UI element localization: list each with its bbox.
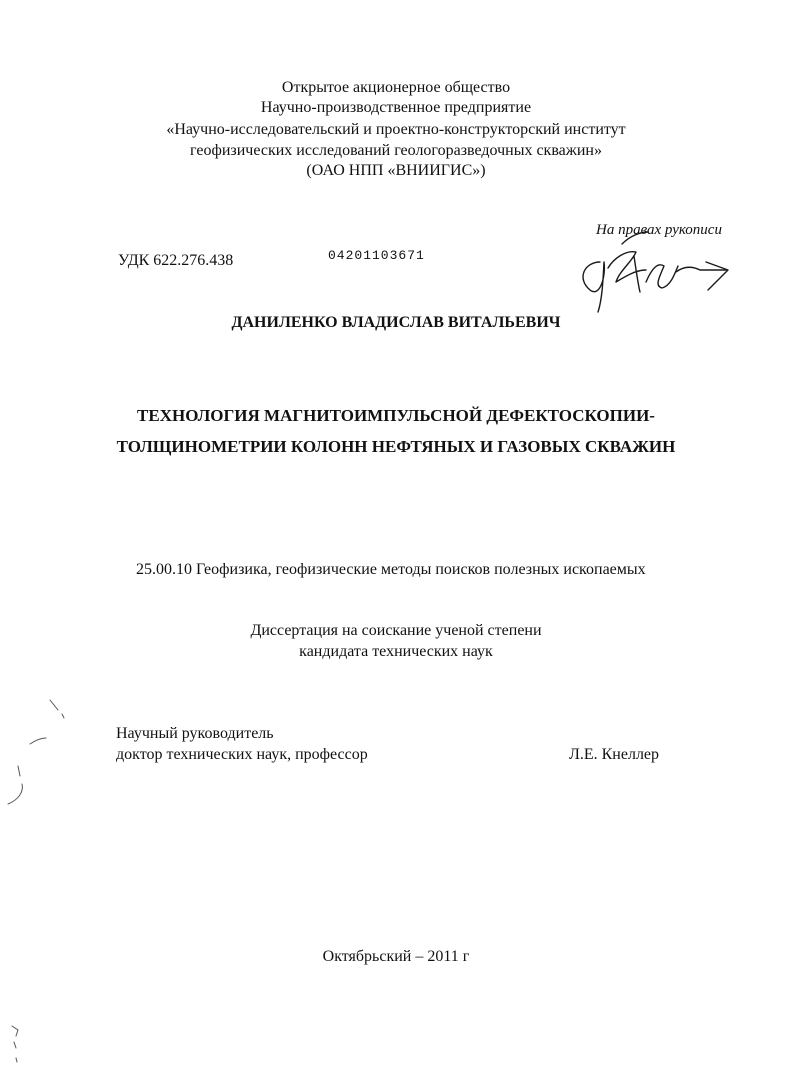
thesis-title-line-2: ТОЛЩИНОМЕТРИИ КОЛОНН НЕФТЯНЫХ И ГАЗОВЫХ СКВАЖИН xyxy=(116,437,676,456)
supervisor-label: Научный руководитель xyxy=(116,725,274,742)
org-line-2: Научно-производственное предприятие xyxy=(260,99,532,116)
degree-line-1: Диссертация на соискание ученой степени xyxy=(250,622,542,639)
manuscript-note: На правах рукописи xyxy=(596,222,722,238)
author-name: ДАНИЛЕНКО ВЛАДИСЛАВ ВИТАЛЬЕВИЧ xyxy=(231,314,561,331)
degree-line-2: кандидата технических наук xyxy=(299,643,493,660)
registration-number: 04201103671 xyxy=(328,248,425,263)
org-line-1: Открытое акционерное общество xyxy=(281,79,511,96)
org-line-3: «Научно-исследовательский и проектно-конструкторский институт xyxy=(166,121,626,138)
org-line-4: геофизических исследований геологоразведочных скважин» xyxy=(190,142,602,159)
specialty-line: 25.00.10 Геофизика, геофизические методы поисков полезных ископаемых xyxy=(136,561,646,578)
thesis-title-line-1: ТЕХНОЛОГИЯ МАГНИТОИМПУЛЬСНОЙ ДЕФЕКТОСКОПИИ- xyxy=(137,406,655,425)
supervisor-name: Л.Е. Кнеллер xyxy=(569,746,660,763)
place-and-year: Октябрьский – 2011 г xyxy=(322,948,470,965)
udk-code: УДК 622.276.438 xyxy=(118,252,234,269)
org-line-5: (ОАО НПП «ВНИИГИС») xyxy=(306,162,486,179)
supervisor-title: доктор технических наук, профессор xyxy=(116,746,368,763)
